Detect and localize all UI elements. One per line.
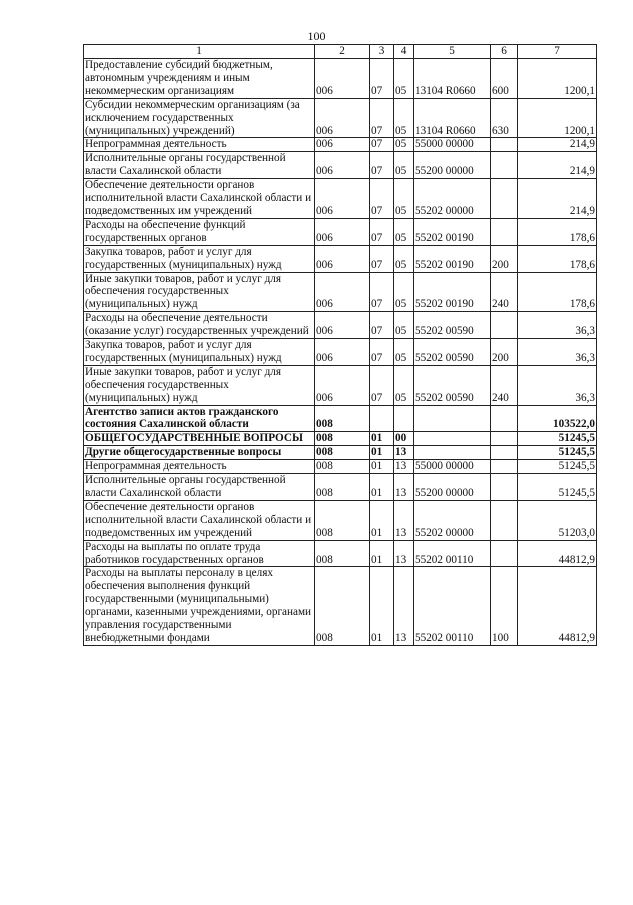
- row-expense-type-cell: [491, 138, 518, 152]
- table-row: [84, 405, 597, 432]
- table-header-row: [84, 45, 597, 59]
- row-name-cell: Расходы на выплаты по оплате труда работников государственных органов: [84, 540, 315, 567]
- row-expense-type-cell: [491, 405, 518, 432]
- row-article-code-cell: 55202 00590: [414, 312, 491, 339]
- table-row: [84, 432, 597, 446]
- table-row: [84, 500, 597, 540]
- row-subsection-code-cell: [394, 405, 414, 432]
- row-expense-type-cell: [491, 152, 518, 179]
- row-article-code-cell: 55202 00000: [414, 500, 491, 540]
- row-section-code-cell: 01: [370, 567, 394, 645]
- row-name-cell: Закупка товаров, работ и услуг для государственных (муниципальных) нужд: [84, 339, 315, 366]
- row-subsection-code-cell: 05: [394, 272, 414, 312]
- row-subsection-code-cell: 13: [394, 567, 414, 645]
- table-row: [84, 312, 597, 339]
- row-expense-type-cell: [491, 179, 518, 219]
- row-section-code-cell: 07: [370, 152, 394, 179]
- row-amount-cell: 51245,5: [518, 460, 597, 474]
- row-expense-type-cell: [491, 474, 518, 501]
- row-article-code-cell: [414, 432, 491, 446]
- row-subsection-code-cell: 13: [394, 474, 414, 501]
- table-row: [84, 365, 597, 405]
- row-article-code-cell: [414, 446, 491, 460]
- row-article-code-cell: 55000 00000: [414, 138, 491, 152]
- row-section-code-cell: 07: [370, 365, 394, 405]
- row-article-code-cell: 13104 R0660: [414, 59, 491, 99]
- row-name-cell: Иные закупки товаров, работ и услуг для обеспечения государственных (муниципальных) нужд: [84, 365, 315, 405]
- row-subsection-code-cell: 00: [394, 432, 414, 446]
- row-name-cell: Обеспечение деятельности органов исполнительной власти Сахалинской области и подведомственных им учреждений: [84, 179, 315, 219]
- row-name-cell: Иные закупки товаров, работ и услуг для обеспечения государственных (муниципальных) нужд: [84, 272, 315, 312]
- row-department-code-cell: 006: [315, 59, 370, 99]
- row-article-code-cell: 55202 00110: [414, 540, 491, 567]
- header-article-column: 5: [414, 45, 491, 59]
- row-article-code-cell: 55202 00590: [414, 339, 491, 366]
- row-department-code-cell: 008: [315, 446, 370, 460]
- table-row: [84, 339, 597, 366]
- table-row: [84, 152, 597, 179]
- header-expense-type-column: 6: [491, 45, 518, 59]
- row-department-code-cell: 008: [315, 474, 370, 501]
- table-row: [84, 460, 597, 474]
- row-amount-cell: 51245,5: [518, 432, 597, 446]
- row-section-code-cell: [370, 405, 394, 432]
- row-subsection-code-cell: 05: [394, 138, 414, 152]
- row-name-cell: Субсидии некоммерческим организациям (за исключением государственных (муниципальных) учреждений): [84, 98, 315, 138]
- row-article-code-cell: 55200 00000: [414, 474, 491, 501]
- row-department-code-cell: 008: [315, 567, 370, 645]
- row-article-code-cell: 55202 00190: [414, 218, 491, 245]
- row-department-code-cell: 006: [315, 312, 370, 339]
- row-department-code-cell: 008: [315, 405, 370, 432]
- row-article-code-cell: 13104 R0660: [414, 98, 491, 138]
- row-section-code-cell: 01: [370, 460, 394, 474]
- table-row: [84, 59, 597, 99]
- row-department-code-cell: 006: [315, 245, 370, 272]
- row-subsection-code-cell: 05: [394, 179, 414, 219]
- row-expense-type-cell: [491, 460, 518, 474]
- row-amount-cell: 178,6: [518, 218, 597, 245]
- row-subsection-code-cell: 05: [394, 152, 414, 179]
- row-section-code-cell: 07: [370, 98, 394, 138]
- row-name-cell: Расходы на обеспечение деятельности (оказание услуг) государственных учреждений: [84, 312, 315, 339]
- header-department-column: 2: [315, 45, 370, 59]
- row-department-code-cell: 006: [315, 152, 370, 179]
- row-article-code-cell: 55202 00110: [414, 567, 491, 645]
- page-number: 100: [307, 29, 326, 43]
- row-expense-type-cell: [491, 540, 518, 567]
- row-subsection-code-cell: 13: [394, 500, 414, 540]
- table-row: [84, 138, 597, 152]
- row-section-code-cell: 07: [370, 312, 394, 339]
- row-subsection-code-cell: 13: [394, 540, 414, 567]
- table-row: [84, 272, 597, 312]
- table-row: [84, 218, 597, 245]
- row-expense-type-cell: [491, 312, 518, 339]
- row-department-code-cell: 006: [315, 339, 370, 366]
- table-row: [84, 540, 597, 567]
- row-section-code-cell: 01: [370, 500, 394, 540]
- table-row: [84, 446, 597, 460]
- row-name-cell: Агентство записи актов гражданского состояния Сахалинской области: [84, 405, 315, 432]
- header-section-column: 3: [370, 45, 394, 59]
- row-expense-type-cell: 630: [491, 98, 518, 138]
- row-amount-cell: 178,6: [518, 272, 597, 312]
- row-name-cell: Расходы на выплаты персоналу в целях обеспечения выполнения функций государственными (муниципальными) органами, казенными учреждениями, органами управления государственными внебюджетными фондами: [84, 567, 315, 645]
- row-amount-cell: 36,3: [518, 365, 597, 405]
- row-article-code-cell: [414, 405, 491, 432]
- row-name-cell: Исполнительные органы государственной власти Сахалинской области: [84, 152, 315, 179]
- row-name-cell: Закупка товаров, работ и услуг для государственных (муниципальных) нужд: [84, 245, 315, 272]
- row-amount-cell: 51203,0: [518, 500, 597, 540]
- table-row: [84, 567, 597, 645]
- row-article-code-cell: 55202 00190: [414, 272, 491, 312]
- row-amount-cell: 36,3: [518, 339, 597, 366]
- header-amount-column: 7: [518, 45, 597, 59]
- row-amount-cell: 214,9: [518, 138, 597, 152]
- row-name-cell: Непрограммная деятельность: [84, 138, 315, 152]
- row-department-code-cell: 008: [315, 540, 370, 567]
- row-subsection-code-cell: 05: [394, 59, 414, 99]
- row-article-code-cell: 55202 00000: [414, 179, 491, 219]
- row-expense-type-cell: [491, 500, 518, 540]
- row-amount-cell: 1200,1: [518, 98, 597, 138]
- row-department-code-cell: 006: [315, 365, 370, 405]
- row-name-cell: Непрограммная деятельность: [84, 460, 315, 474]
- row-department-code-cell: 008: [315, 432, 370, 446]
- row-section-code-cell: 07: [370, 339, 394, 366]
- row-amount-cell: 178,6: [518, 245, 597, 272]
- row-expense-type-cell: 240: [491, 365, 518, 405]
- row-amount-cell: 214,9: [518, 179, 597, 219]
- row-section-code-cell: 07: [370, 179, 394, 219]
- row-section-code-cell: 07: [370, 218, 394, 245]
- row-name-cell: ОБЩЕГОСУДАРСТВЕННЫЕ ВОПРОСЫ: [84, 432, 315, 446]
- row-amount-cell: 103522,0: [518, 405, 597, 432]
- table-row: [84, 98, 597, 138]
- row-amount-cell: 44812,9: [518, 567, 597, 645]
- row-department-code-cell: 008: [315, 460, 370, 474]
- row-expense-type-cell: [491, 432, 518, 446]
- row-name-cell: Другие общегосударственные вопросы: [84, 446, 315, 460]
- row-subsection-code-cell: 05: [394, 312, 414, 339]
- budget-table: [83, 44, 597, 646]
- row-expense-type-cell: 200: [491, 245, 518, 272]
- row-amount-cell: 1200,1: [518, 59, 597, 99]
- row-amount-cell: 44812,9: [518, 540, 597, 567]
- row-amount-cell: 51245,5: [518, 446, 597, 460]
- row-department-code-cell: 006: [315, 272, 370, 312]
- table-row: [84, 245, 597, 272]
- row-name-cell: Обеспечение деятельности органов исполнительной власти Сахалинской области и подведомственных им учреждений: [84, 500, 315, 540]
- row-article-code-cell: 55200 00000: [414, 152, 491, 179]
- row-name-cell: Расходы на обеспечение функций государственных органов: [84, 218, 315, 245]
- row-expense-type-cell: [491, 446, 518, 460]
- row-section-code-cell: 01: [370, 446, 394, 460]
- row-name-cell: Предоставление субсидий бюджетным, автономным учреждениям и иным некоммерческим организациям: [84, 59, 315, 99]
- header-name-column: 1: [84, 45, 315, 59]
- row-subsection-code-cell: 13: [394, 460, 414, 474]
- table-row: [84, 179, 597, 219]
- row-subsection-code-cell: 05: [394, 365, 414, 405]
- row-subsection-code-cell: 05: [394, 98, 414, 138]
- row-section-code-cell: 07: [370, 245, 394, 272]
- row-article-code-cell: 55202 00590: [414, 365, 491, 405]
- row-subsection-code-cell: 05: [394, 218, 414, 245]
- row-subsection-code-cell: 05: [394, 245, 414, 272]
- row-section-code-cell: 01: [370, 432, 394, 446]
- row-expense-type-cell: 600: [491, 59, 518, 99]
- row-subsection-code-cell: 05: [394, 339, 414, 366]
- table-row: [84, 474, 597, 501]
- row-article-code-cell: 55202 00190: [414, 245, 491, 272]
- row-section-code-cell: 07: [370, 272, 394, 312]
- row-amount-cell: 214,9: [518, 152, 597, 179]
- row-section-code-cell: 07: [370, 138, 394, 152]
- row-expense-type-cell: 200: [491, 339, 518, 366]
- row-department-code-cell: 006: [315, 179, 370, 219]
- row-department-code-cell: 006: [315, 218, 370, 245]
- row-department-code-cell: 006: [315, 98, 370, 138]
- row-expense-type-cell: 240: [491, 272, 518, 312]
- row-department-code-cell: 008: [315, 500, 370, 540]
- row-amount-cell: 51245,5: [518, 474, 597, 501]
- row-expense-type-cell: [491, 218, 518, 245]
- row-expense-type-cell: 100: [491, 567, 518, 645]
- row-section-code-cell: 01: [370, 540, 394, 567]
- row-subsection-code-cell: 13: [394, 446, 414, 460]
- row-department-code-cell: 006: [315, 138, 370, 152]
- row-section-code-cell: 01: [370, 474, 394, 501]
- header-subsection-column: 4: [394, 45, 414, 59]
- row-section-code-cell: 07: [370, 59, 394, 99]
- row-name-cell: Исполнительные органы государственной власти Сахалинской области: [84, 474, 315, 501]
- row-amount-cell: 36,3: [518, 312, 597, 339]
- row-article-code-cell: 55000 00000: [414, 460, 491, 474]
